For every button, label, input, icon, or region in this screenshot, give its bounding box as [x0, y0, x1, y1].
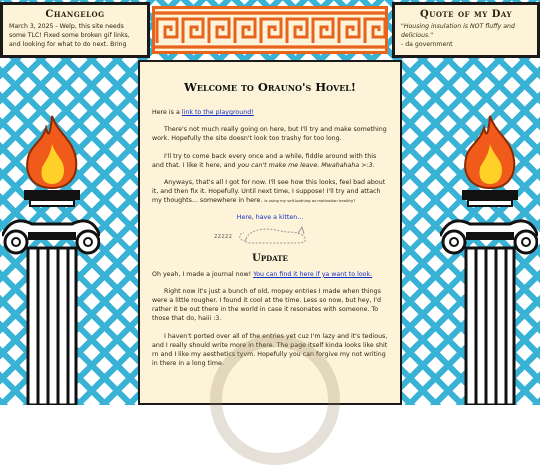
paragraph-1: There's not much really going on here, but I'll try and make something work. Hopefully the site doesn't look too trashy for too long.	[152, 126, 387, 143]
journal-link[interactable]: You can find it here if ya want to look.	[253, 270, 373, 278]
kitten-zzz: zzzzz	[214, 232, 233, 240]
intro-line	[152, 108, 388, 117]
changelog-entry: March 3, 2025 - Welp, this site needs some TLC! Fixed some broken gif links, and looking for what to do next. Bring	[9, 23, 130, 48]
changelog-box	[0, 2, 150, 58]
quote-box	[392, 2, 540, 58]
quote-title: Quote of my Day	[420, 9, 512, 20]
kitten-section	[152, 214, 388, 245]
page-title: Welcome to Orauno's Hovel!	[184, 80, 356, 94]
sleeping-kitten-icon	[210, 223, 330, 245]
intro-prefix: Here is a	[152, 109, 182, 116]
paragraph-3	[152, 178, 388, 206]
paragraph-2-text: I'll try to come back every once and a while, fiddle around with this and that. I like it here, and	[152, 152, 377, 169]
paragraph-5: I haven't ported over all of the entries yet cuz I'm lazy and it's tedious, and I really should write more in there. The page itself kinda looks like shit rn and I like my aesthetics tyvm. Hopefully you can forgive my not writing in there in a long time.	[152, 332, 388, 368]
paragraph-3-aside: Is using my self-loathing as motivation healthy?	[264, 198, 356, 204]
flame-icon	[27, 116, 76, 188]
update-heading: Update	[252, 252, 288, 264]
paragraph-4: Right now it's just a bunch of old, mopey entries I made when things were a little rougher. I found it cool at the time. Less so now, but hey, I'd rather it be out there in the world in case it resonates with someone. To those that do, haiii :3.	[152, 287, 381, 323]
update-line	[152, 270, 388, 279]
main-content-panel	[138, 60, 402, 405]
paragraph-2-emphasis: you can't make me leave. Mwahahaha >:3.	[237, 161, 375, 169]
quote-text	[401, 22, 531, 49]
flame-icon	[465, 116, 514, 188]
changelog-title: Changelog	[45, 9, 105, 20]
paragraph-3-text: Anyways, that's all I got for now. I'll see how this looks, feel bad about it, and then fix it. Hopefully. Until next time, I suppose! I'll try and attach my thoughts... somewhere in here.	[152, 179, 386, 205]
playground-link[interactable]: link to the playground!	[181, 109, 254, 116]
left-torch-column	[2, 108, 100, 405]
meander-banner	[152, 6, 388, 54]
update-prefix: Oh yeah, I made a journal now!	[152, 270, 254, 278]
quote-attribution: - da government	[401, 41, 453, 48]
quote-body: "Housing insulation is NOT fluffy and delicious."	[401, 23, 515, 39]
paragraph-2	[152, 152, 388, 170]
kitten-label: Here, have a kitten...	[236, 213, 304, 221]
right-torch-column	[440, 108, 538, 405]
